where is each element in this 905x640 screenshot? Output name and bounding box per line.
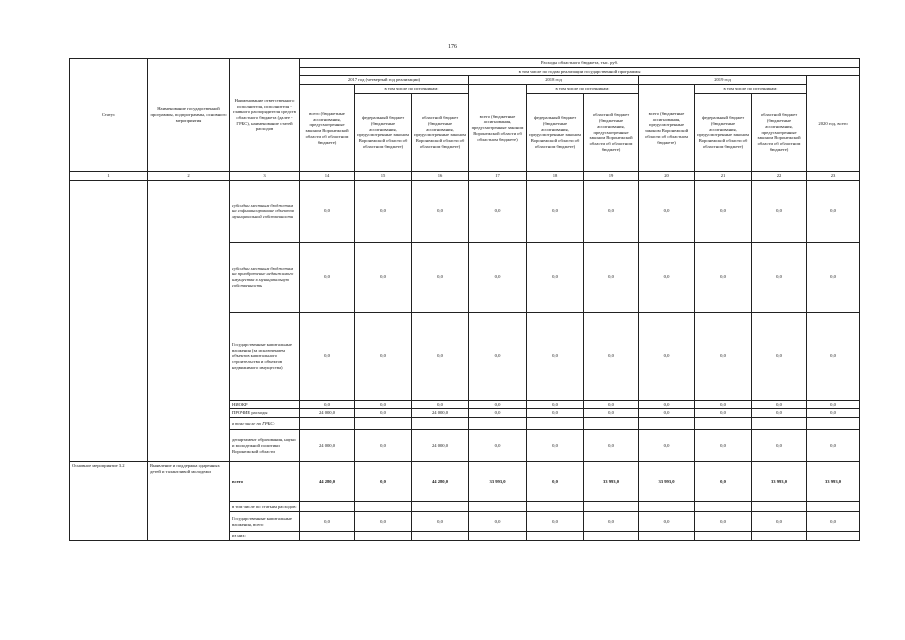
value-cell: 0,0 [412,512,469,532]
value-cell: 0,0 [639,430,695,462]
value-cell [469,418,527,430]
table-header [70,59,860,181]
header-2020-total: 2020 год, всего [807,76,860,171]
header-by-years: в том числе по годам реализации государственной программы [300,67,860,76]
header-2018-sources: в том числе по источникам: [527,85,639,94]
value-cell: 0,0 [695,400,752,409]
value-cell: 0,0 [300,512,355,532]
value-cell: 0,0 [469,180,527,242]
value-cell: 0,0 [639,512,695,532]
col-number: 19 [584,171,639,180]
value-cell: 0,0 [355,400,412,409]
value-cell: 33 993,0 [469,462,527,502]
value-cell: 0,0 [639,409,695,418]
header-2017-total: всего (бюджетные ассигнования, предусмотренные законом Воронежской области об областном бюджете) [300,85,355,172]
value-cell [355,502,412,512]
col-number: 17 [469,171,527,180]
value-cell: 0,0 [695,512,752,532]
value-cell: 44 280,0 [300,462,355,502]
row-label: субсидии местным бюджетам на софинансирование объектов муниципальной собственности [230,180,300,242]
value-cell [807,502,860,512]
header-2019-federal: федеральный бюджет (бюджетные ассигнования, предусмотренные законом Воронежской области об областном бюджете) [695,93,752,171]
value-cell: 0,0 [300,400,355,409]
value-cell: 0,0 [355,512,412,532]
value-cell: 0,0 [639,312,695,400]
value-cell [412,502,469,512]
value-cell: 24 000,0 [412,430,469,462]
value-cell [355,418,412,430]
col-number: 22 [752,171,807,180]
header-year-2019: 2019 год [639,76,807,85]
table-row [70,180,860,242]
header-year-2018: 2018 год [469,76,639,85]
value-cell [527,532,584,541]
value-cell: 0,0 [639,180,695,242]
value-cell: 33 993,0 [584,462,639,502]
value-cell: 24 000,0 [412,409,469,418]
value-cell: 0,0 [584,512,639,532]
value-cell: 0,0 [527,242,584,312]
header-2017-regional: областной бюджет (бюджетные ассигнования, предусмотренные законом Воронежской области об областном бюджете) [412,93,469,171]
value-cell: 0,0 [752,400,807,409]
value-cell: 0,0 [807,242,860,312]
col-number: 1 [70,171,148,180]
value-cell: 0,0 [695,409,752,418]
value-cell [695,532,752,541]
value-cell: 0,0 [527,430,584,462]
value-cell: 0,0 [469,242,527,312]
value-cell: 0,0 [584,242,639,312]
value-cell: 0,0 [695,430,752,462]
row-label: субсидии местным бюджетам на приобретение недвижимого имущества в муниципальную собственность [230,242,300,312]
value-cell [300,502,355,512]
value-cell: 0,0 [355,312,412,400]
value-cell [695,502,752,512]
value-cell: 0,0 [695,462,752,502]
value-cell: 0,0 [584,400,639,409]
value-cell: 0,0 [807,512,860,532]
header-2017-federal: федеральный бюджет (бюджетные ассигнования, предусмотренные законом Воронежской области об областном бюджете) [355,93,412,171]
value-cell [527,418,584,430]
col-number: 16 [412,171,469,180]
header-2018-federal: федеральный бюджет (бюджетные ассигнования, предусмотренные законом Воронежской области об областном бюджете) [527,93,584,171]
value-cell: 0,0 [584,180,639,242]
value-cell [584,502,639,512]
col-number: 18 [527,171,584,180]
budget-table [69,58,860,541]
value-cell [300,418,355,430]
column-number-row [70,171,860,180]
value-cell [584,532,639,541]
value-cell: 0,0 [412,180,469,242]
value-cell: 0,0 [355,462,412,502]
value-cell: 0,0 [527,180,584,242]
value-cell: 0,0 [807,312,860,400]
value-cell: 0,0 [469,430,527,462]
col-number: 23 [807,171,860,180]
col-number: 2 [148,171,230,180]
value-cell: 0,0 [639,400,695,409]
value-cell: 0,0 [300,312,355,400]
value-cell: 0,0 [300,242,355,312]
value-cell: 0,0 [527,462,584,502]
value-cell [639,502,695,512]
value-cell: 0,0 [469,512,527,532]
header-name: Наименование государственной программы, подпрограммы, основного мероприятия [148,59,230,172]
value-cell: 0,0 [469,400,527,409]
header-2018-regional: областной бюджет (бюджетные ассигнования, предусмотренные законом Воронежской области об областном бюджете) [584,93,639,171]
value-cell [469,532,527,541]
row-label: в том числе по статьям расходов: [230,502,300,512]
value-cell [639,418,695,430]
value-cell: 0,0 [584,409,639,418]
header-2019-regional: областной бюджет (бюджетные ассигнования, предусмотренные законом Воронежской области об областном бюджете) [752,93,807,171]
value-cell [527,502,584,512]
value-cell: 33 993,0 [807,462,860,502]
value-cell: 24 000,0 [300,409,355,418]
value-cell [695,418,752,430]
value-cell [639,532,695,541]
value-cell: 0,0 [807,430,860,462]
col-number: 15 [355,171,412,180]
value-cell: 0,0 [300,180,355,242]
value-cell: 0,0 [639,242,695,312]
value-cell: 0,0 [584,312,639,400]
value-cell: 0,0 [527,409,584,418]
value-cell: 33 993,0 [752,462,807,502]
col-number: 21 [695,171,752,180]
row-label: Государственные капитальные вложения (за исключением объектов капитального строительства и объектов недвижимого имущества) [230,312,300,400]
header-year-2017: 2017 год (четвертый год реализации) [300,76,469,85]
row-label: из них: [230,532,300,541]
value-cell: 0,0 [469,409,527,418]
value-cell [752,502,807,512]
value-cell: 0,0 [527,512,584,532]
page-number: 176 [448,44,457,50]
row-label: в том числе по ГРБС: [230,418,300,430]
value-cell: 0,0 [584,430,639,462]
value-cell: 24 000,0 [300,430,355,462]
value-cell: 0,0 [412,242,469,312]
value-cell: 0,0 [807,409,860,418]
value-cell [300,532,355,541]
value-cell: 44 280,0 [412,462,469,502]
value-cell [412,532,469,541]
value-cell: 0,0 [355,242,412,312]
value-cell [469,502,527,512]
value-cell [752,418,807,430]
col-number: 3 [230,171,300,180]
row-label: ПРОЧИЕ расходы [230,409,300,418]
row-label: департамент образования, науки и молодежной политики Воронежской области [230,430,300,462]
table-row [70,462,860,502]
value-cell: 33 993,0 [639,462,695,502]
value-cell: 0,0 [752,312,807,400]
value-cell: 0,0 [695,242,752,312]
event-status: Основное мероприятие 3.2 [70,462,148,541]
header-2017-sources: в том числе по источникам: [355,85,469,94]
table-body [70,180,860,540]
value-cell: 0,0 [412,400,469,409]
value-cell: 0,0 [752,430,807,462]
value-cell: 0,0 [807,180,860,242]
header-budget-title: Расходы областного бюджета, тыс. руб. [300,59,860,68]
value-cell: 0,0 [752,242,807,312]
name-cell [148,180,230,461]
value-cell: 0,0 [752,180,807,242]
row-label: Государственные капитальные вложения, всего [230,512,300,532]
value-cell [412,418,469,430]
col-number: 14 [300,171,355,180]
col-number: 20 [639,171,695,180]
event-name: Выявление и поддержка одаренных детей и талантливой молодежи [148,462,230,541]
value-cell [584,418,639,430]
value-cell: 0,0 [355,180,412,242]
value-cell: 0,0 [695,312,752,400]
value-cell: 0,0 [527,400,584,409]
value-cell: 0,0 [752,409,807,418]
value-cell [807,418,860,430]
row-label: НИОКР [230,400,300,409]
header-2019-sources: в том числе по источникам: [695,85,807,94]
header-2018-total: всего (бюджетные ассигнования, предусмотренные законом Воронежской области об областном бюджете) [469,85,527,172]
header-status: Статус [70,59,148,172]
value-cell: 0,0 [527,312,584,400]
value-cell [752,532,807,541]
value-cell: 0,0 [355,409,412,418]
value-cell: 0,0 [807,400,860,409]
row-label: всего [230,462,300,502]
header-executor: Наименование ответственного исполнителя, исполнителя - главного распорядителя средств областного бюджета (далее - ГРБС), наименование статей расходов [230,59,300,172]
value-cell: 0,0 [412,312,469,400]
value-cell: 0,0 [752,512,807,532]
status-cell [70,180,148,461]
value-cell: 0,0 [469,312,527,400]
header-2019-total: всего (бюджетные ассигнования, предусмотренные законом Воронежской области об областном бюджете) [639,85,695,172]
value-cell: 0,0 [695,180,752,242]
value-cell [355,532,412,541]
value-cell [807,532,860,541]
value-cell: 0,0 [355,430,412,462]
